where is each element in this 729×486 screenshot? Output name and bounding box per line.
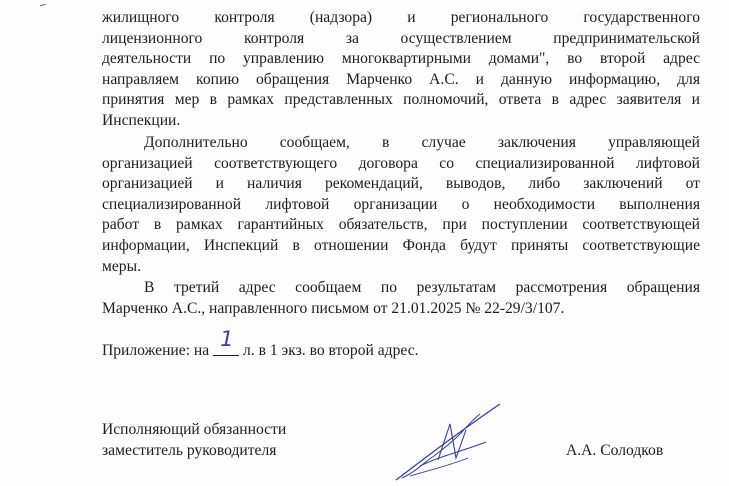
annex-prefix: Приложение: на	[102, 342, 210, 359]
text-line: специализированной лифтовой организации о необходимости выполнения	[102, 195, 700, 213]
text-line: направляем копию обращения Марченко А.С. и данную информацию, для	[102, 70, 700, 88]
text-line: Инспекции.	[102, 111, 181, 129]
paragraph-third-address	[102, 278, 700, 319]
position-line: заместитель руководителя	[102, 441, 277, 459]
position-line: Исполняющий обязанности	[102, 421, 287, 438]
text-line: информации, Инспекций в отношении Фонда будут приняты соответствующие	[102, 236, 700, 254]
scan-mark	[40, 4, 46, 7]
annex-line	[102, 327, 419, 361]
text-line: организацией соответствующего договора со специализированной лифтовой	[102, 154, 700, 172]
paragraph-continuation	[102, 8, 700, 132]
text-line: деятельности по управлению многоквартирными домами", во второй адрес	[102, 50, 700, 68]
text-line: жилищного контроля (надзора) и регионального государственного	[102, 9, 700, 26]
signer-position	[102, 420, 286, 461]
handwritten-signature	[390, 400, 510, 484]
text-line: меры.	[102, 257, 141, 275]
annex-suffix: л. в 1 экз. во второй адрес.	[243, 342, 419, 359]
paragraph-additional-info	[102, 133, 700, 277]
text-line: Марченко А.С., направленного письмом от 21.01.2025 № 22-29/3/107.	[102, 299, 565, 317]
text-line: Дополнительно сообщаем, в случае заключения управляющей	[144, 134, 700, 151]
text-line: принятия мер в рамках представленных полномочий, ответа в адрес заявителя и	[102, 91, 700, 109]
text-line: В третий адрес сообщаем по результатам рассмотрения обращения	[144, 279, 700, 296]
text-line: лицензионного контроля за осуществлением предпринимательской	[102, 29, 700, 47]
signer-name: А.А. Солодков	[566, 442, 664, 459]
text-line: организацией и наличия рекомендаций, выводов, либо заключений от	[102, 175, 700, 193]
page-count-blank	[213, 327, 239, 356]
text-line: работ в рамках гарантийных обязательств, при поступлении соответствующей	[102, 216, 700, 234]
handwritten-page-count: 1	[220, 327, 234, 351]
